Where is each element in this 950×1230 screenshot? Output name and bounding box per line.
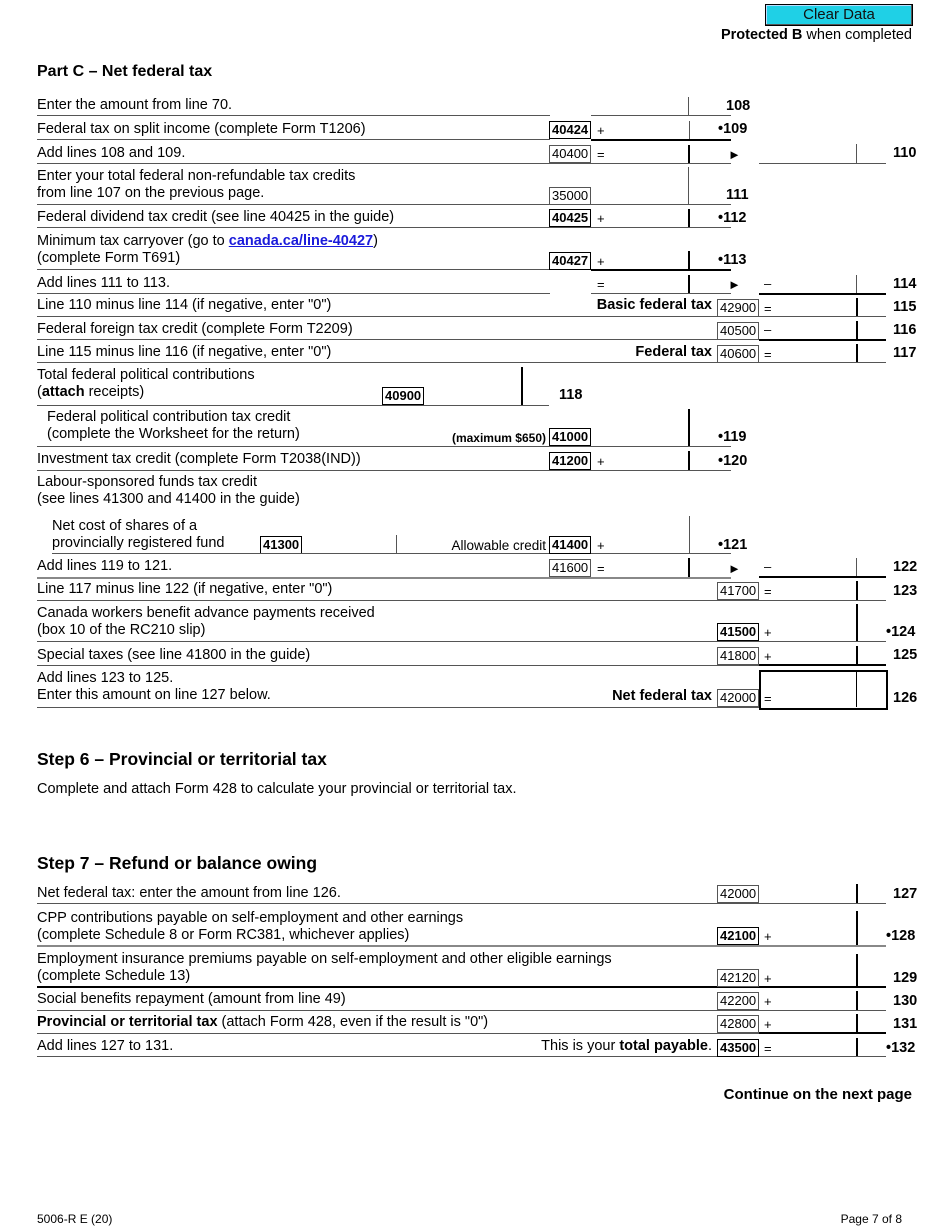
line-number: 114 [893, 276, 917, 292]
row-126-text-1: Add lines 123 to 125. [37, 670, 174, 686]
line-number: 108 [726, 98, 751, 114]
line-code: 42100 [717, 927, 759, 945]
line-120-input[interactable] [606, 452, 690, 471]
text-bold: Provincial or territorial tax [37, 1014, 218, 1030]
line-number: 115 [893, 299, 917, 315]
cents-divider [521, 367, 523, 405]
line-number: •124 [886, 624, 916, 640]
row-128-text-2: (complete Schedule 8 or Form RC381, whichever applies) [37, 927, 410, 943]
row-119-text-1: Federal political contribution tax credit [47, 409, 291, 425]
cents-divider [856, 884, 858, 903]
equals-operator: = [764, 347, 772, 362]
line-118-input[interactable] [430, 386, 520, 405]
row-117-text: Line 115 minus line 116 (if negative, enter "0") [37, 344, 332, 360]
line-number: 125 [893, 647, 918, 663]
basic-federal-tax-label: Basic federal tax [596, 297, 712, 313]
divider [37, 903, 886, 904]
divider [37, 139, 550, 140]
row-129-text-2: (complete Schedule 13) [37, 968, 191, 984]
line-132-input[interactable] [776, 1039, 856, 1058]
protected-b-notice [721, 27, 912, 43]
line-131-input[interactable] [776, 1015, 856, 1034]
divider [37, 600, 886, 601]
line-code: 40900 [382, 387, 424, 405]
line-number: •128 [886, 928, 916, 944]
row-123-text: Line 117 minus line 122 (if negative, enter "0") [37, 581, 333, 597]
plus-operator: + [764, 929, 772, 944]
plus-operator: + [764, 625, 772, 640]
plus-operator: + [764, 1017, 772, 1032]
divider [37, 665, 759, 666]
text-bold: total payable [619, 1038, 708, 1054]
row-124-text-1: Canada workers benefit advance payments received [37, 605, 375, 621]
line-code: 42200 [717, 992, 759, 1010]
line-number: 130 [893, 993, 918, 1009]
line-number: 111 [726, 187, 749, 203]
row-128-text-1: CPP contributions payable on self-employment and other earnings [37, 910, 464, 926]
text: ( [37, 384, 42, 400]
row-121-text-1: Net cost of shares of a [52, 518, 198, 534]
divider [37, 115, 550, 116]
divider [37, 577, 731, 579]
row-127-text: Net federal tax: enter the amount from line 126. [37, 885, 341, 901]
row-111-text-1: Enter your total federal non-refundable tax credits [37, 168, 356, 184]
text: Minimum tax carryover (go to [37, 233, 229, 249]
plus-operator: + [597, 123, 605, 138]
line-number: •112 [718, 210, 747, 226]
minus-operator: – [764, 559, 772, 574]
line-code: 40424 [549, 121, 591, 139]
divider [37, 163, 731, 164]
line-127-input[interactable] [776, 885, 856, 904]
line-number: •120 [718, 453, 748, 469]
line-number: •113 [718, 252, 747, 268]
step-7-title: Step 7 – Refund or balance owing [37, 853, 318, 873]
line-110-input[interactable] [762, 145, 856, 164]
cents-divider [856, 275, 857, 293]
maximum-650-label: (maximum $650) [451, 431, 546, 445]
equals-operator: = [597, 561, 605, 576]
equals-operator: = [764, 301, 772, 316]
line-code: 40427 [549, 252, 591, 270]
row-113-text-1 [37, 233, 378, 250]
row-108-text: Enter the amount from line 70. [37, 97, 233, 113]
line-123-input[interactable] [776, 582, 856, 601]
line-number: 123 [893, 583, 918, 599]
row-124-text-2: (box 10 of the RC210 slip) [37, 622, 206, 638]
divider [37, 945, 886, 947]
line-121-input[interactable] [606, 536, 690, 555]
plus-operator: + [764, 994, 772, 1009]
equals-operator: = [764, 1041, 772, 1056]
line-code: 40425 [549, 209, 591, 227]
divider [37, 204, 731, 205]
line-code: 42120 [717, 969, 759, 987]
step-6-text: Complete and attach Form 428 to calculate your provincial or territorial tax. [37, 781, 517, 797]
line-number: 131 [893, 1016, 918, 1032]
row-113-text-2: (complete Form T691) [37, 250, 181, 266]
cents-divider [856, 646, 858, 664]
arrow-right-icon: ► [728, 277, 741, 292]
row-122-text: Add lines 119 to 121. [37, 558, 173, 574]
line-number: •121 [718, 537, 748, 553]
form-id: 5006-R E (20) [37, 1212, 113, 1226]
line-41300-input[interactable] [308, 535, 396, 554]
protected-rest: when completed [802, 27, 912, 43]
cents-divider [856, 558, 857, 576]
minus-operator: – [764, 322, 772, 337]
plus-operator: + [597, 454, 605, 469]
line-108-dollars-input[interactable] [593, 97, 689, 116]
cents-divider [856, 144, 857, 163]
divider [37, 405, 549, 406]
net-federal-tax-label: Net federal tax [612, 688, 712, 704]
line-number: •119 [718, 429, 747, 445]
line-116-input[interactable] [776, 321, 856, 340]
line-code: 42000 [717, 689, 759, 707]
divider [37, 269, 550, 270]
row-114-text: Add lines 111 to 113. [37, 275, 171, 291]
divider [37, 1033, 759, 1034]
cents-divider [856, 344, 858, 362]
line-126-input[interactable] [776, 688, 856, 707]
text-bold: attach [41, 384, 85, 400]
cents-divider [856, 321, 858, 339]
line-code: 40600 [717, 345, 759, 363]
step-6-title: Step 6 – Provincial or territorial tax [37, 749, 327, 769]
row-125-text: Special taxes (see line 41800 in the guide) [37, 647, 311, 663]
line-117-input[interactable] [776, 344, 856, 363]
row-119-text-2: (complete the Worksheet for the return) [47, 426, 300, 442]
text: receipts) [84, 384, 145, 400]
row-121-text-2: provincially registered fund [52, 535, 225, 551]
row-130-text: Social benefits repayment (amount from line 49) [37, 991, 346, 1007]
equals-operator: = [764, 584, 772, 599]
plus-operator: + [597, 254, 605, 269]
cents-divider [688, 558, 690, 577]
minus-operator: – [764, 276, 772, 291]
cents-divider [856, 581, 858, 600]
divider [37, 707, 759, 708]
text: (attach Form 428, even if the result is "0") [217, 1014, 489, 1030]
part-c-title: Part C – Net federal tax [37, 63, 213, 80]
row-110-text: Add lines 108 and 109. [37, 145, 186, 161]
equals-operator: = [597, 277, 605, 292]
cents-divider [688, 145, 690, 163]
labour-sponsored-text-1: Labour-sponsored funds tax credit [37, 474, 258, 490]
text: This is your [541, 1038, 620, 1054]
line-code: 41700 [717, 582, 759, 600]
line-code: 35000 [549, 187, 591, 205]
line-number: 126 [893, 690, 918, 706]
row-126-text-2: Enter this amount on line 127 below. [37, 687, 271, 703]
line-115-input[interactable] [776, 298, 856, 317]
labour-sponsored-text-2: (see lines 41300 and 41400 in the guide) [37, 491, 300, 507]
row-112-text: Federal dividend tax credit (see line 40425 in the guide) [37, 209, 395, 225]
cents-divider [856, 1038, 858, 1056]
row-129-text-1: Employment insurance premiums payable on self-employment and other eligible earnings [37, 951, 612, 967]
line-119-input[interactable] [606, 428, 690, 447]
line-109-input[interactable] [606, 121, 690, 140]
line-number: •109 [718, 121, 748, 137]
row-120-text: Investment tax credit (complete Form T2038(IND)) [37, 451, 361, 467]
plus-operator: + [597, 211, 605, 226]
line-113-input[interactable] [606, 251, 690, 270]
cents-divider [856, 954, 858, 986]
line-code: 41400 [549, 536, 591, 554]
line-code: 42900 [717, 299, 759, 317]
divider [37, 293, 550, 294]
page-number: Page 7 of 8 [840, 1212, 902, 1226]
cents-divider [856, 911, 858, 945]
line-code: 40500 [717, 322, 759, 340]
divider [37, 1010, 886, 1011]
plus-operator: + [597, 538, 605, 553]
line-code: 43500 [717, 1039, 759, 1057]
text: . [707, 1038, 712, 1054]
line-code: 40400 [549, 145, 591, 163]
line-111-input[interactable] [593, 185, 689, 204]
clear-data-button[interactable]: Clear Data [765, 4, 913, 26]
line-128-input[interactable] [776, 927, 856, 946]
protected-label: Protected B [720, 27, 803, 43]
allowable-credit-label: Allowable credit [451, 538, 546, 553]
line-number: 118 [559, 387, 583, 403]
line-code: 41000 [549, 428, 591, 446]
plus-operator: + [764, 649, 772, 664]
line-code: 42800 [717, 1015, 759, 1033]
divider [52, 553, 550, 554]
line-129-input[interactable] [776, 969, 856, 988]
text: ) [373, 233, 378, 249]
plus-operator: + [764, 971, 772, 986]
line-code: 41300 [260, 536, 302, 554]
divider [37, 339, 759, 340]
arrow-right-icon: ► [728, 561, 741, 576]
equals-operator: = [764, 691, 772, 706]
row-115-text: Line 110 minus line 114 (if negative, enter "0") [37, 297, 332, 313]
cents-divider [688, 275, 690, 293]
continue-next-page: Continue on the next page [723, 1086, 912, 1103]
line-124-input[interactable] [776, 623, 856, 642]
line-number: 122 [893, 559, 918, 575]
line-number: 129 [893, 970, 918, 986]
line-number: 116 [893, 322, 917, 338]
line-code: 41200 [549, 452, 591, 470]
line-125-input[interactable] [776, 647, 856, 666]
line-122-input[interactable] [776, 558, 856, 577]
row-118-text-2 [37, 384, 144, 401]
equals-operator: = [597, 147, 605, 162]
row-131-text [37, 1014, 488, 1031]
line-code: 41800 [717, 647, 759, 665]
cents-divider [856, 671, 857, 707]
input-underline [591, 293, 731, 294]
line-number: 110 [893, 145, 917, 161]
row-116-text: Federal foreign tax credit (complete Form T2209) [37, 321, 353, 337]
federal-tax-label: Federal tax [635, 344, 712, 360]
cents-divider [856, 604, 858, 641]
line-number: 117 [893, 345, 917, 361]
row-132-text: Add lines 127 to 131. [37, 1038, 174, 1054]
line-130-input[interactable] [776, 992, 856, 1011]
cents-divider [856, 991, 858, 1010]
divider [37, 641, 886, 642]
row-109-text: Federal tax on split income (complete Form T1206) [37, 121, 366, 137]
arrow-right-icon: ► [728, 147, 741, 162]
line-number: 127 [893, 886, 918, 902]
line-114-input[interactable] [776, 275, 856, 294]
line-code: 42000 [717, 885, 759, 903]
cents-divider [396, 535, 397, 553]
canada-line-40427-link[interactable]: canada.ca/line-40427 [228, 233, 374, 249]
cents-divider [856, 298, 858, 316]
total-payable-label [460, 1038, 712, 1054]
line-112-input[interactable] [606, 209, 690, 228]
cents-divider [856, 1014, 858, 1032]
row-111-text-2: from line 107 on the previous page. [37, 185, 265, 201]
line-number: •132 [886, 1040, 916, 1056]
line-code: 41500 [717, 623, 759, 641]
row-118-text-1: Total federal political contributions [37, 367, 255, 383]
line-code: 41600 [549, 559, 591, 577]
